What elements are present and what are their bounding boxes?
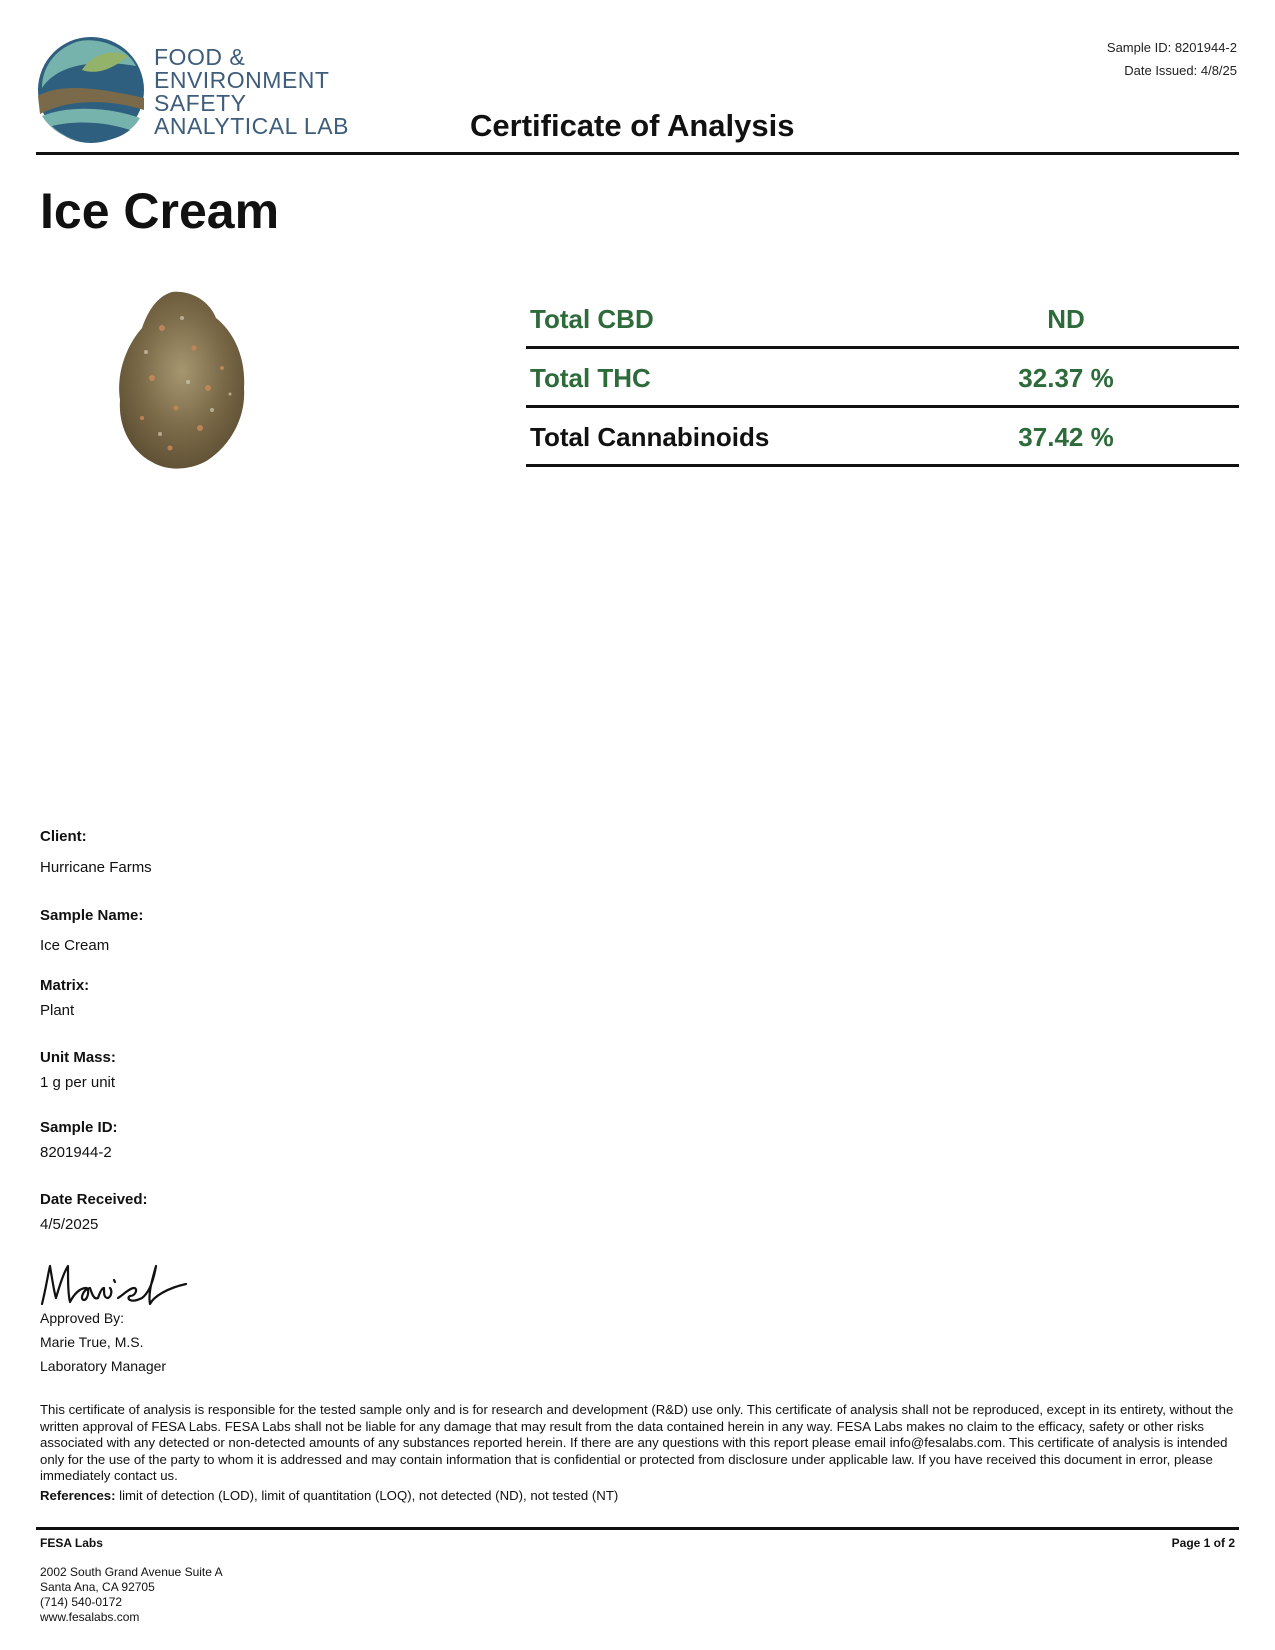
potency-value: 37.42 %: [1018, 422, 1114, 452]
footer-divider: [36, 1527, 1239, 1530]
product-photo: [112, 288, 256, 474]
website-link[interactable]: www.fesalabs.com: [40, 1610, 140, 1624]
sample-id-value: 8201944-2: [40, 1144, 112, 1161]
signature: [38, 1258, 188, 1310]
client-label: Client:: [40, 828, 87, 845]
unit-mass-label: Unit Mass:: [40, 1049, 116, 1066]
phone: (714) 540-0172: [40, 1595, 123, 1609]
header-date-issued: Date Issued: 4/8/25: [1124, 63, 1237, 78]
unit-mass-value: 1 g per unit: [40, 1074, 116, 1091]
references: [40, 1488, 618, 1503]
footer-company: FESA Labs: [40, 1536, 103, 1550]
references-text: limit of detection (LOD), limit of quantitation (LOQ), not detected (ND), not tested (NT): [115, 1488, 619, 1503]
potency-label: Total THC: [530, 363, 651, 393]
header-divider: [36, 152, 1239, 155]
logo-text-line-3: SAFETY: [154, 90, 247, 116]
logo-text-line-4: ANALYTICAL LAB: [154, 113, 349, 139]
sample-id-label: Sample ID:: [40, 1119, 118, 1136]
approved-by-label: Approved By:: [40, 1310, 125, 1326]
potency-label: Total Cannabinoids: [530, 422, 770, 452]
date-received-value: 4/5/2025: [40, 1216, 99, 1233]
address-line: Santa Ana, CA 92705: [40, 1580, 155, 1594]
potency-label: Total CBD: [530, 304, 654, 334]
sample-name-label: Sample Name:: [40, 907, 144, 924]
matrix-value: Plant: [40, 1002, 75, 1019]
product-name: Ice Cream: [40, 183, 280, 239]
logo-text-line-1: FOOD &: [154, 44, 246, 70]
potency-row-total-cannabinoids: [526, 408, 1239, 467]
address-line: 2002 South Grand Avenue Suite A: [40, 1565, 223, 1579]
logo-text-line-2: ENVIRONMENT: [154, 67, 330, 93]
page-number: Page 1 of 2: [1171, 1536, 1235, 1550]
potency-value: ND: [1047, 304, 1085, 334]
potency-value: 32.37 %: [1018, 363, 1114, 393]
approver-name: Marie True, M.S.: [40, 1334, 144, 1350]
sample-name-value: Ice Cream: [40, 937, 110, 954]
potency-row-cbd: [526, 290, 1239, 349]
approver-role: Laboratory Manager: [40, 1358, 167, 1374]
disclaimer-text: This certificate of analysis is responsible for the tested sample only and is for research and development (R&D) use only. This certificate of analysis shall not be reproduced, except in its entirety, without the written approval of FESA Labs. FESA Labs shall not be liable for any damage that may result from the data contained herein in any way. FESA Labs makes no claim to the efficacy, safety or other risks associated with any detected or non-detected amounts of any substances reported herein. If there are any questions with this report please email info@fesalabs.com. This certificate of analysis is intended only for the use of the party to whom it is addressed and may contain information that is confidential or protected from disclosure under applicable law. If you have received this document in error, please immediately contact us.: [40, 1402, 1234, 1483]
references-label: References:: [40, 1488, 116, 1503]
matrix-label: Matrix:: [40, 977, 90, 994]
header-sample-id: Sample ID: 8201944-2: [1106, 40, 1237, 55]
date-received-label: Date Received:: [40, 1191, 148, 1208]
fesa-logo: [36, 36, 146, 144]
potency-row-thc: [526, 349, 1239, 408]
client-value: Hurricane Farms: [40, 859, 152, 876]
document-title: Certificate of Analysis: [470, 108, 795, 143]
